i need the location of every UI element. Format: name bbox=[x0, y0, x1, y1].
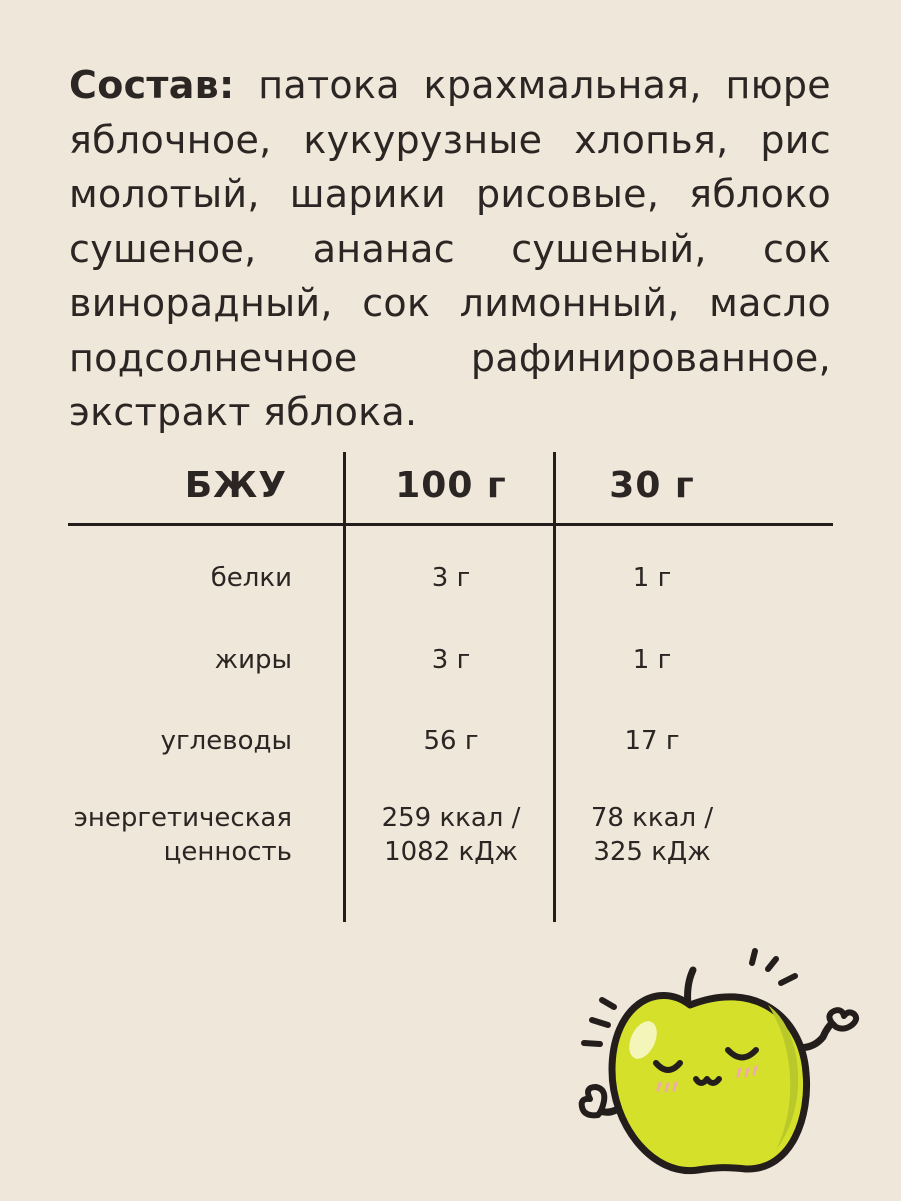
protein-30g: 1 г bbox=[632, 563, 672, 593]
row-label-fat: жиры bbox=[214, 645, 292, 675]
row-label-carbs: углеводы bbox=[160, 726, 292, 756]
header-divider bbox=[68, 523, 833, 526]
carbs-30g: 17 г bbox=[624, 726, 680, 756]
composition-label: Состав: bbox=[69, 63, 235, 107]
row-label-protein: белки bbox=[210, 563, 292, 593]
smiling-apple-mascot-icon bbox=[548, 945, 868, 1185]
fat-100g: 3 г bbox=[431, 645, 471, 675]
composition-ingredients: патока крахмальная, пюре яблочное, кукурузные хлопья, рис молотый, шарики рисовые, яблоко сушеное, ананас сушеный, сок винорадный, сок лимонный, масло подсолнечное рафинированное, экстракт яблока. bbox=[69, 63, 831, 434]
header-30g: 30 г bbox=[609, 465, 695, 506]
fat-30g: 1 г bbox=[632, 645, 672, 675]
header-bju: БЖУ bbox=[184, 465, 287, 506]
energy-100g: 259 ккал / 1082 кДж bbox=[381, 803, 521, 867]
header-100g: 100 г bbox=[395, 465, 507, 506]
carbs-100g: 56 г bbox=[423, 726, 479, 756]
row-label-energy: энергетическая ценность bbox=[73, 803, 292, 867]
energy-30g: 78 ккал / 325 кДж bbox=[590, 803, 714, 867]
protein-100g: 3 г bbox=[431, 563, 471, 593]
